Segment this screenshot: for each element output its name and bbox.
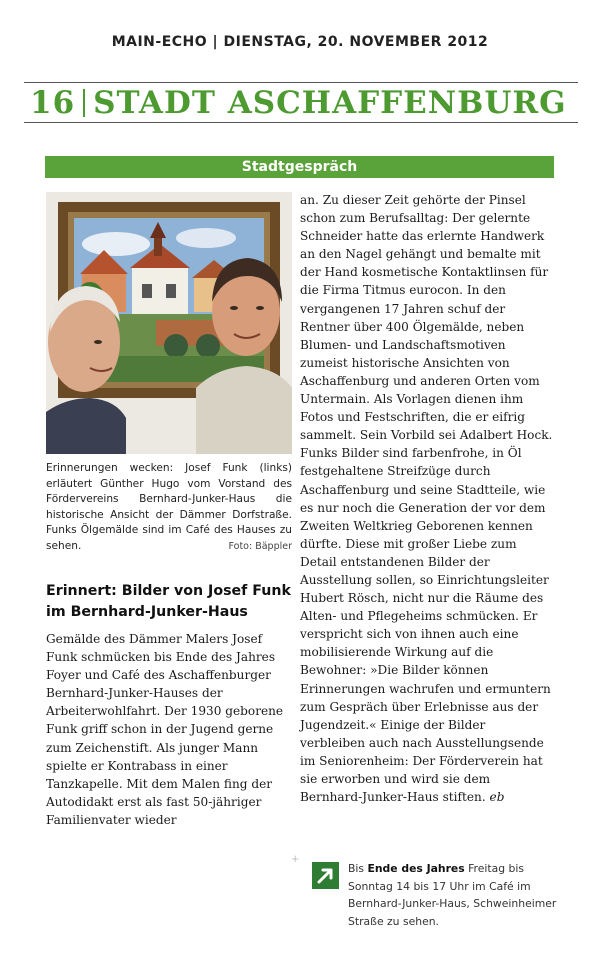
masthead: MAIN-ECHO | DIENSTAG, 20. NOVEMBER 2012 <box>111 34 489 50</box>
category-band: Stadtgespräch <box>45 156 554 178</box>
article-headline: Erinnert: Bilder von Josef Funk im Bernhard-Junker-Haus <box>46 583 291 620</box>
rule-bottom <box>24 122 578 123</box>
section-title: STADT ASCHAFFENBURG <box>93 85 567 121</box>
info-bold: Ende des Jahres <box>367 862 465 875</box>
page-number: 16 <box>30 85 76 121</box>
section-divider <box>83 89 85 117</box>
caption-text: Erinnerungen wecken: Josef Funk (links) erläutert Günther Hugo vom Vorstand des Fördervereins Bernhard-Junker-Haus die historische Ansicht der Dämmer Dorfstraße. Funks Ölgemälde sind im Café des Hauses zu sehen. <box>46 462 292 552</box>
article-body-left: Gemälde des Dämmer Malers Josef Funk schmücken bis Ende des Jahres Foyer und Café des Aschaffenburger Bernhard-Junker-Hauses der Arbeiterwohlfahrt. Der 1930 geborene Funk griff schon in der Jugend gerne zum Zeichenstift. Als junger Mann spielte er Kontrabass in einer Tanzkapelle. Mit dem Malen fing der Autodidakt erst als fast 50-jähriger Familienvater wieder <box>46 632 284 827</box>
article-body-right-text: an. Zu dieser Zeit gehörte der Pinsel schon zum Berufsalltag: Der gelernte Schneider hatte das erlernte Handwerk an den Nagel gehängt und bemalte mit der Hand kosmetische Kontaktlinsen für die Firma Titmus eurocon. In den vergangenen 17 Jahren schuf der Rentner über 400 Ölgemälde, neben Blumen- und Landschaftsmotiven zumeist historische Ansichten von Aschaffenburg und anderen Orten vom Untermain. Als Vorlagen dienen ihm Fotos und Festschriften, die er eifrig sammelt. Sein Vorbild sei Adalbert Hock. Funks Bilder sind farbenfrohe, in Öl festgehaltene Streifzüge durch Aschaffenburg und seine Stadtteile, wie es nur noch die Generation der vor dem Zweiten Weltkrieg Geborenen kennen dürfte. Diese mit großer Liebe zum Detail entstandenen Bilder der Ausstellung sollen, so Einrichtungsleiter Hubert Rösch, nicht nur die Räume des Alten- und Pflegeheims schmücken. Er verspricht sich von ihnen auch eine mobilisierende Wirkung auf die Bewohner: »Die Bilder können Erinnerungen wachrufen und ermuntern zum Gespräch über Erlebnisse aus der Jugendzeit.« Einige der Bilder verbleiben auch nach Ausstellungsende im Seniorenheim: Der Förderverein hat sie erworben und wird sie dem Bernhard-Junker-Haus stiften. <box>300 193 553 805</box>
rule-top <box>24 82 578 83</box>
crop-mark: + <box>291 854 300 865</box>
info-prefix: Bis <box>348 862 368 875</box>
article-body-right <box>300 191 554 806</box>
info-text: Freitag bis Sonntag 14 bis 17 Uhr im Café im Bernhard-Junker-Haus, Schweinheimer Straße zu sehen. <box>348 862 557 928</box>
arrow-up-right-icon <box>312 862 339 889</box>
section-header <box>30 84 567 122</box>
photo-caption <box>46 461 292 555</box>
photo-credit: Foto: Bäppler <box>228 540 292 552</box>
photo-two-men-with-painting <box>46 192 292 454</box>
author-signature: eb <box>489 790 505 805</box>
info-box <box>348 860 570 930</box>
